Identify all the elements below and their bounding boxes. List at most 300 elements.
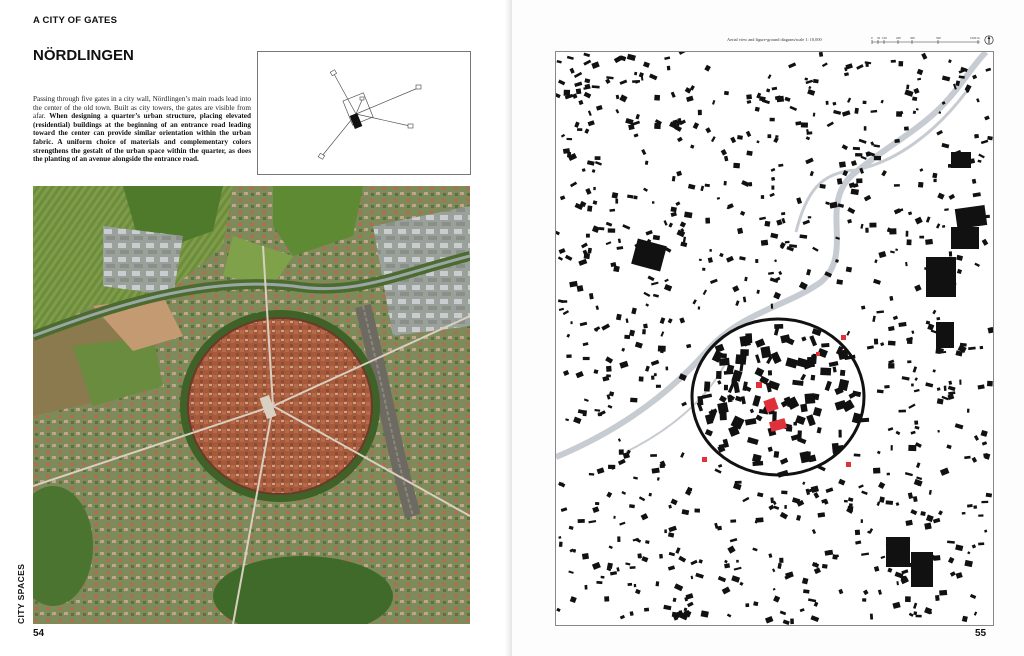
building-footprint — [592, 169, 596, 173]
building-footprint — [710, 279, 718, 284]
building-footprint — [863, 101, 867, 105]
building-footprint — [806, 269, 811, 276]
building-footprint — [811, 375, 816, 381]
scale-tick-label: 0 — [871, 36, 873, 40]
building-footprint — [974, 612, 977, 616]
building-footprint — [854, 108, 858, 114]
building-footprint — [700, 186, 704, 192]
building-footprint — [759, 217, 766, 221]
building-footprint — [726, 256, 734, 263]
building-footprint — [844, 500, 848, 503]
building-footprint — [663, 605, 671, 610]
building-footprint — [649, 493, 652, 497]
building-footprint — [914, 389, 920, 393]
building-footprint — [777, 563, 781, 569]
building-footprint — [556, 231, 560, 236]
building-footprint — [652, 468, 660, 474]
building-footprint — [940, 468, 949, 476]
building-footprint — [584, 78, 590, 83]
building-footprint — [647, 276, 654, 282]
building-footprint — [948, 557, 954, 564]
building-footprint — [588, 120, 595, 126]
building-footprint — [881, 100, 884, 104]
building-footprint — [973, 505, 977, 509]
building-footprint — [861, 553, 869, 556]
building-footprint — [630, 611, 634, 616]
building-footprint — [881, 556, 886, 559]
building-footprint — [730, 519, 736, 522]
building-footprint — [978, 542, 984, 545]
building-footprint — [584, 253, 590, 259]
building-footprint — [679, 317, 685, 323]
building-footprint — [619, 94, 627, 102]
building-footprint — [962, 512, 966, 515]
building-footprint — [668, 526, 677, 533]
building-footprint — [641, 149, 646, 155]
building-footprint — [629, 504, 635, 508]
building-footprint — [752, 395, 761, 407]
building-footprint — [932, 173, 937, 179]
building-footprint — [984, 530, 987, 533]
building-footprint — [712, 100, 715, 105]
building-footprint — [732, 285, 739, 292]
building-footprint — [651, 375, 655, 379]
building-footprint — [588, 248, 592, 254]
building-footprint — [846, 267, 852, 273]
building-footprint — [756, 517, 764, 522]
north-arrow-icon — [984, 35, 994, 45]
building-footprint — [847, 98, 851, 103]
building-footprint — [616, 567, 619, 571]
building-footprint — [941, 143, 949, 149]
building-footprint — [919, 236, 924, 239]
building-footprint — [907, 239, 912, 245]
building-footprint — [619, 361, 628, 369]
scale-tick-label: 1000 m — [970, 36, 980, 40]
building-footprint — [861, 306, 865, 310]
building-footprint — [948, 381, 952, 385]
building-footprint — [984, 115, 990, 120]
building-footprint — [639, 496, 645, 501]
building-footprint — [698, 110, 702, 115]
building-footprint — [932, 369, 935, 372]
building-footprint — [679, 610, 682, 613]
building-footprint — [785, 571, 794, 578]
building-footprint — [778, 271, 782, 275]
building-footprint — [878, 251, 886, 258]
building-footprint — [955, 423, 964, 429]
building-footprint — [876, 310, 884, 313]
building-footprint — [564, 90, 571, 96]
building-footprint — [803, 220, 811, 225]
building-footprint — [932, 310, 936, 315]
building-footprint — [774, 259, 777, 262]
building-footprint — [668, 565, 675, 570]
building-footprint — [896, 502, 900, 506]
building-footprint — [869, 223, 876, 228]
building-footprint — [635, 342, 643, 349]
building-footprint — [672, 176, 676, 182]
building-footprint — [967, 504, 973, 508]
building-footprint — [780, 512, 788, 519]
building-footprint — [832, 102, 836, 106]
building-footprint — [650, 454, 657, 457]
building-footprint — [972, 457, 978, 463]
building-footprint — [898, 322, 906, 327]
building-footprint — [873, 468, 880, 474]
building-footprint — [913, 88, 919, 94]
building-footprint — [982, 239, 989, 246]
building-footprint — [719, 395, 727, 403]
building-footprint — [654, 373, 657, 376]
building-footprint — [746, 131, 751, 137]
building-footprint — [594, 409, 600, 412]
building-footprint — [680, 452, 685, 458]
building-footprint — [618, 438, 621, 442]
building-footprint — [747, 100, 752, 104]
building-footprint — [914, 284, 921, 291]
building-footprint — [873, 279, 881, 285]
building-footprint — [895, 248, 898, 251]
building-footprint — [878, 589, 882, 594]
building-footprint — [641, 556, 648, 562]
building-footprint — [711, 136, 716, 142]
building-footprint — [597, 467, 605, 474]
building-footprint — [768, 272, 774, 275]
building-footprint — [808, 86, 811, 89]
building-footprint — [805, 158, 814, 165]
building-footprint — [570, 182, 577, 188]
building-footprint — [615, 109, 619, 114]
building-footprint — [911, 330, 914, 334]
building-footprint — [877, 451, 881, 455]
building-footprint — [627, 54, 636, 61]
building-footprint — [918, 182, 924, 188]
building-footprint — [908, 404, 915, 409]
building-footprint — [813, 79, 819, 84]
building-footprint — [768, 447, 773, 453]
building-footprint — [800, 608, 805, 612]
building-footprint — [905, 520, 912, 526]
building-footprint — [744, 277, 747, 282]
building-footprint — [906, 231, 909, 237]
building-footprint — [589, 473, 594, 476]
building-footprint — [955, 544, 963, 551]
building-footprint — [644, 608, 649, 612]
building-footprint — [609, 209, 615, 212]
building-footprint — [784, 97, 790, 102]
building-footprint — [879, 496, 885, 502]
building-footprint — [730, 137, 736, 144]
building-footprint — [761, 240, 768, 246]
building-footprint — [877, 501, 881, 506]
building-footprint — [606, 222, 613, 227]
building-footprint — [746, 151, 752, 156]
building-footprint — [773, 588, 776, 591]
building-footprint — [771, 304, 773, 309]
building-footprint — [698, 306, 701, 309]
building-footprint — [702, 268, 705, 271]
building-footprint — [898, 61, 903, 66]
building-footprint — [916, 462, 921, 468]
building-footprint — [780, 458, 788, 465]
building-footprint — [959, 380, 961, 385]
building-footprint — [666, 366, 669, 370]
building-footprint — [801, 122, 808, 127]
building-footprint — [584, 398, 589, 402]
building-footprint — [769, 193, 774, 197]
building-footprint — [916, 615, 922, 618]
building-footprint — [862, 598, 866, 602]
building-footprint — [719, 253, 724, 258]
building-footprint — [810, 171, 814, 176]
building-footprint — [755, 354, 761, 363]
building-footprint — [978, 384, 985, 389]
building-footprint — [746, 94, 752, 99]
building-footprint — [860, 224, 863, 229]
building-footprint — [933, 179, 936, 182]
scale-tick-label: 300 — [910, 36, 915, 40]
building-footprint — [635, 114, 639, 120]
building-footprint — [974, 435, 979, 441]
building-footprint — [761, 195, 764, 199]
building-footprint — [749, 182, 753, 186]
building-footprint — [593, 200, 598, 205]
building-footprint — [674, 583, 683, 591]
building-footprint — [588, 520, 596, 523]
body-text — [33, 95, 251, 164]
building-footprint — [563, 310, 569, 315]
building-footprint — [756, 140, 759, 143]
building-footprint — [987, 136, 993, 140]
building-footprint — [606, 241, 612, 245]
building-footprint — [570, 68, 575, 74]
building-footprint — [618, 238, 621, 243]
building-footprint — [660, 464, 665, 468]
building-footprint — [679, 52, 686, 55]
building-footprint — [615, 199, 618, 204]
building-footprint — [691, 576, 694, 580]
building-footprint — [613, 516, 615, 519]
building-footprint — [567, 138, 573, 140]
building-footprint — [719, 444, 726, 448]
building-footprint — [752, 461, 763, 466]
building-footprint — [705, 429, 713, 436]
building-footprint — [673, 598, 677, 603]
building-footprint — [884, 385, 889, 389]
building-footprint — [772, 568, 775, 572]
building-footprint — [811, 485, 819, 493]
building-footprint — [913, 603, 917, 609]
building-footprint — [974, 134, 979, 138]
building-footprint — [779, 558, 783, 563]
building-footprint — [660, 331, 664, 337]
building-footprint — [866, 62, 869, 67]
building-footprint — [585, 188, 591, 195]
building-footprint — [901, 569, 908, 574]
building-footprint — [986, 493, 992, 498]
building-footprint — [559, 308, 564, 311]
building-footprint — [980, 346, 984, 349]
building-footprint — [717, 526, 722, 531]
building-footprint — [911, 431, 916, 435]
building-footprint — [774, 451, 780, 458]
building-footprint — [756, 290, 760, 294]
building-footprint — [566, 354, 571, 358]
building-footprint — [724, 385, 728, 390]
building-footprint — [741, 396, 746, 404]
building-footprint — [772, 87, 778, 91]
building-footprint — [936, 130, 943, 136]
building-footprint — [582, 168, 586, 172]
building-footprint — [735, 300, 739, 306]
building-footprint — [584, 128, 589, 133]
building-footprint — [741, 180, 749, 187]
building-footprint — [727, 614, 732, 618]
building-footprint — [833, 366, 837, 372]
building-footprint — [668, 505, 672, 509]
building-footprint — [781, 491, 787, 495]
building-footprint — [578, 409, 586, 414]
building-footprint — [806, 414, 816, 426]
building-footprint — [576, 371, 584, 378]
building-footprint — [608, 405, 613, 409]
building-footprint — [621, 491, 626, 495]
building-footprint — [634, 72, 637, 76]
building-footprint — [645, 161, 648, 165]
page-number-right: 55 — [975, 628, 987, 639]
building-footprint — [627, 195, 633, 199]
building-footprint — [809, 335, 817, 346]
building-footprint — [844, 72, 849, 76]
building-footprint — [595, 156, 601, 160]
scale-tick-label: 100 — [882, 36, 887, 40]
building-footprint — [724, 91, 729, 95]
building-footprint — [933, 555, 940, 561]
building-footprint — [803, 589, 809, 593]
building-footprint — [839, 161, 846, 167]
building-footprint — [804, 78, 808, 81]
building-footprint — [919, 168, 923, 172]
building-footprint — [796, 515, 801, 521]
building-footprint — [589, 293, 594, 299]
building-footprint — [913, 111, 916, 115]
building-footprint — [577, 285, 584, 292]
section-label: CITY SPACES — [16, 563, 26, 624]
building-footprint — [894, 184, 900, 187]
building-footprint — [671, 92, 676, 98]
building-footprint — [671, 499, 678, 506]
building-footprint — [956, 572, 963, 579]
map-caption: Aerial view and figure-ground diagram/scale 1: 10,000 — [727, 37, 822, 42]
building-footprint — [972, 74, 977, 79]
building-footprint — [722, 587, 731, 595]
building-footprint — [806, 136, 810, 140]
building-footprint — [625, 562, 630, 565]
building-footprint — [801, 336, 806, 341]
building-footprint — [592, 562, 601, 570]
building-footprint — [859, 139, 867, 144]
building-footprint — [642, 329, 646, 334]
building-footprint — [558, 536, 561, 539]
building-footprint — [813, 563, 818, 567]
scale-tick-label: 200 — [896, 36, 901, 40]
building-footprint — [770, 233, 778, 239]
building-footprint — [580, 322, 588, 327]
building-footprint — [905, 596, 911, 602]
building-footprint — [820, 368, 831, 376]
building-footprint — [592, 85, 600, 88]
building-footprint — [802, 482, 805, 485]
building-footprint — [770, 497, 774, 503]
building-footprint — [874, 156, 881, 161]
building-footprint — [578, 259, 587, 266]
building-footprint — [796, 197, 802, 204]
building-footprint — [680, 221, 686, 227]
building-footprint — [684, 212, 692, 219]
building-footprint — [596, 105, 603, 111]
building-footprint — [914, 377, 917, 381]
building-footprint — [946, 444, 951, 449]
building-footprint — [858, 484, 864, 488]
building-footprint — [974, 263, 980, 267]
building-footprint — [595, 502, 599, 505]
building-footprint — [568, 571, 573, 574]
building-footprint — [788, 62, 796, 68]
building-footprint — [888, 326, 895, 331]
building-footprint — [587, 206, 592, 212]
building-footprint — [664, 56, 670, 60]
building-footprint — [985, 68, 991, 72]
building-footprint — [739, 582, 743, 586]
building-footprint — [944, 386, 947, 391]
building-footprint — [970, 594, 976, 599]
building-footprint — [925, 382, 933, 387]
building-footprint — [669, 552, 675, 556]
building-footprint — [718, 464, 722, 468]
building-footprint — [754, 367, 764, 377]
building-footprint — [913, 366, 917, 372]
building-footprint — [737, 228, 743, 234]
building-footprint — [571, 321, 573, 324]
building-footprint — [595, 161, 602, 166]
building-footprint — [891, 445, 893, 450]
building-footprint — [778, 164, 783, 167]
building-footprint — [839, 430, 842, 438]
building-footprint — [675, 201, 680, 206]
page-number-left: 54 — [33, 628, 45, 639]
building-footprint — [628, 124, 635, 130]
building-footprint — [643, 292, 650, 297]
building-footprint — [911, 384, 914, 387]
building-footprint — [608, 465, 615, 469]
building-footprint — [768, 553, 772, 558]
building-footprint — [664, 284, 672, 291]
building-footprint — [904, 89, 913, 96]
building-footprint — [904, 126, 909, 130]
building-footprint — [757, 492, 763, 497]
building-footprint — [771, 177, 775, 181]
building-footprint — [686, 344, 691, 348]
building-footprint — [705, 184, 710, 188]
building-footprint — [890, 251, 895, 254]
building-footprint — [561, 507, 568, 512]
building-footprint — [764, 221, 770, 227]
building-footprint — [871, 110, 878, 113]
building-footprint — [942, 225, 945, 228]
building-footprint — [717, 197, 720, 200]
gates-diagram-graphic — [258, 52, 470, 174]
